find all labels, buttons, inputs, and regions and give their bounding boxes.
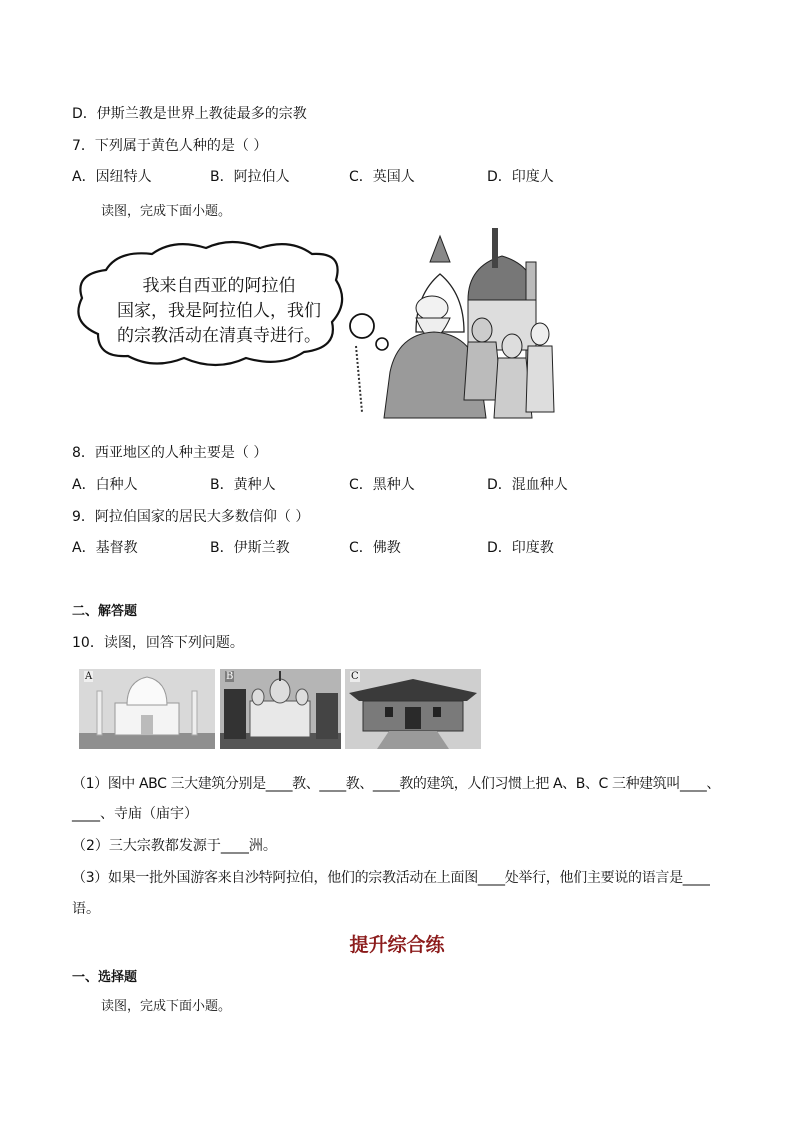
q9-option-d: D．印度教 — [487, 540, 554, 556]
q8-option-d: D．混血种人 — [487, 477, 568, 493]
q9-option-a: A．基督教 — [72, 540, 138, 556]
q8-option-b: B．黄种人 — [210, 477, 276, 493]
q7-options — [72, 166, 672, 186]
q8-option-a: A．白种人 — [72, 477, 138, 493]
q10-sub1-line1: （1）图中 ABC 三大建筑分别是____教、____教、____教的建筑，人们习惯上把 A、B、C 三种建筑叫____、 — [72, 776, 720, 792]
section-2-title: 二、解答题 — [72, 604, 138, 619]
q8-options — [72, 474, 672, 494]
q9-options — [72, 537, 672, 557]
q10-sub3-line2: 语。 — [72, 901, 100, 917]
q10-sub2: （2）三大宗教都发源于____洲。 — [72, 838, 277, 854]
q10-sub3-line1: （3）如果一批外国游客来自沙特阿拉伯，他们的宗教活动在上面图____处举行，他们主要说的语言是____ — [72, 870, 710, 886]
speech-line-3: 的宗教活动在清真寺进行。 — [117, 326, 321, 346]
q8-stem: 8．西亚地区的人种主要是（ ） — [72, 445, 268, 461]
reading-prompt-2: 读图，完成下面小题。 — [101, 999, 232, 1014]
q7-option-b: B．阿拉伯人 — [210, 169, 290, 185]
photo-b-label: B — [226, 671, 234, 682]
q7-stem: 7．下列属于黄色人种的是（ ） — [72, 138, 268, 154]
q8-option-c: C．黑种人 — [349, 477, 415, 493]
q7-option-d: D．印度人 — [487, 169, 554, 185]
q10-stem: 10．读图，回答下列问题。 — [72, 635, 244, 651]
speech-bubble-text — [97, 274, 341, 349]
speech-line-2: 国家，我是阿拉伯人，我们 — [117, 301, 321, 321]
section-1-title: 一、选择题 — [72, 970, 138, 985]
q9-option-c: C．佛教 — [349, 540, 401, 556]
reading-prompt-1: 读图，完成下面小题。 — [101, 204, 232, 219]
q9-stem: 9．阿拉伯国家的居民大多数信仰（ ） — [72, 509, 310, 525]
photo-a-mosque — [79, 669, 215, 749]
q7-option-c: C．英国人 — [349, 169, 415, 185]
photo-b-church — [220, 669, 341, 749]
speech-line-1: 我来自西亚的阿拉伯 — [142, 276, 296, 296]
q10-sub1-line2: ____、寺庙（庙宇） — [72, 806, 198, 822]
photo-a-label: A — [85, 671, 93, 682]
q9-option-b: B．伊斯兰教 — [210, 540, 290, 556]
photo-c-temple — [345, 669, 481, 749]
q7-option-a: A．因纽特人 — [72, 169, 152, 185]
part-title: 提升综合练 — [349, 934, 445, 956]
q6-option-d: D．伊斯兰教是世界上教徒最多的宗教 — [72, 106, 307, 122]
photo-c-label: C — [351, 671, 359, 682]
